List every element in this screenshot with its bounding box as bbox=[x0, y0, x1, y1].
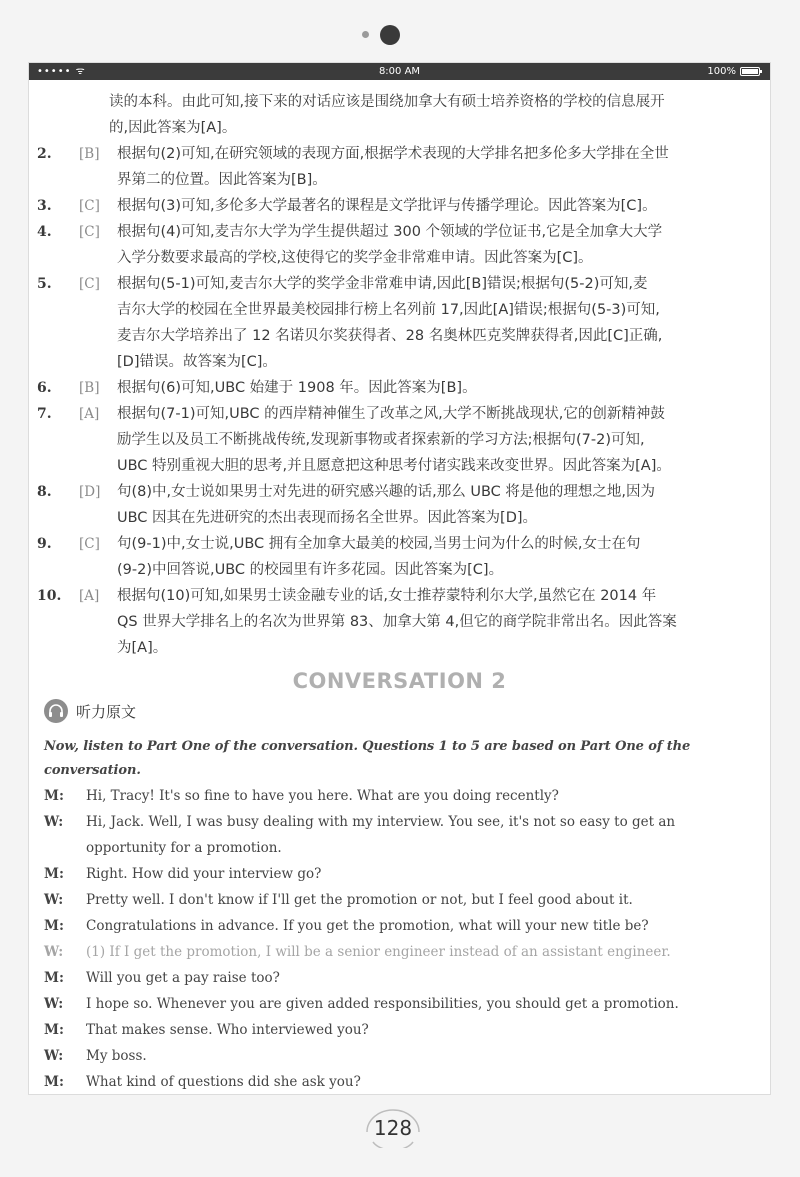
text-line: 界第二的位置。因此答案为[B]。 bbox=[117, 172, 327, 188]
speech-text bbox=[86, 809, 756, 861]
text-line: 入学分数要求最高的学校,这使得它的奖学金非常难申请。因此答案为[C]。 bbox=[117, 250, 593, 266]
dialogue-line bbox=[29, 939, 770, 965]
speech-text bbox=[86, 783, 756, 809]
answer-letter: [B] bbox=[79, 146, 100, 162]
battery-label: 100% bbox=[707, 66, 736, 77]
speaker-label: M: bbox=[44, 788, 64, 804]
text-line: 根据句(5-1)可知,麦吉尔大学的奖学金非常难申请,因此[B]错误;根据句(5-2)可知,麦 bbox=[117, 276, 648, 292]
dialogue-line bbox=[29, 861, 770, 887]
text-line: 的,因此答案为[A]。 bbox=[109, 120, 237, 136]
answer-item bbox=[29, 141, 770, 193]
text-line: 句(9-1)中,女士说,UBC 拥有全加拿大最美的校园,当男士问为什么的时候,女士在句 bbox=[117, 536, 641, 552]
section-heading bbox=[44, 699, 770, 723]
answer-explanation bbox=[117, 271, 762, 375]
answer-item bbox=[29, 401, 770, 479]
speech-text bbox=[86, 887, 756, 913]
answer-section bbox=[29, 80, 770, 661]
status-time: 8:00 AM bbox=[378, 66, 421, 77]
text-line: [D]错误。故答案为[C]。 bbox=[117, 354, 277, 370]
answers-list bbox=[29, 141, 770, 661]
speaker-label: W: bbox=[44, 814, 64, 830]
answer-number: 5. bbox=[37, 276, 52, 292]
answer-item bbox=[29, 531, 770, 583]
text-line: (1) If I get the promotion, I will be a senior engineer instead of an assistant engineer. bbox=[86, 944, 671, 960]
signal-indicator: ••••• ᯤ bbox=[37, 66, 86, 77]
answer-number: 4. bbox=[37, 224, 52, 240]
answer-letter: [C] bbox=[79, 224, 100, 240]
text-line: 为[A]。 bbox=[117, 640, 168, 656]
text-line: 读的本科。由此可知,接下来的对话应该是围绕加拿大有硕士培养资格的学校的信息展开 bbox=[109, 94, 665, 110]
text-line: Pretty well. I don't know if I'll get the promotion or not, but I feel good about it. bbox=[86, 892, 633, 908]
text-line: (9-2)中回答说,UBC 的校园里有许多花园。因此答案为[C]。 bbox=[117, 562, 504, 578]
speech-text bbox=[86, 991, 756, 1017]
answer-letter: [C] bbox=[79, 198, 100, 214]
answer-number: 8. bbox=[37, 484, 52, 500]
answer-explanation bbox=[117, 219, 762, 271]
speaker-label: W: bbox=[44, 996, 64, 1012]
answer-letter: [B] bbox=[79, 380, 100, 396]
answer-explanation bbox=[117, 401, 762, 479]
text-line: QS 世界大学排名上的名次为世界第 83、加拿大第 4,但它的商学院非常出名。因此答案 bbox=[117, 614, 677, 630]
text-line: 励学生以及员工不断挑战传统,发现新事物或者探索新的学习方法;根据句(7-2)可知, bbox=[117, 432, 645, 448]
text-line: Will you get a pay raise too? bbox=[86, 970, 280, 986]
speaker-label: M: bbox=[44, 918, 64, 934]
answer-continued bbox=[109, 89, 754, 141]
answer-item bbox=[29, 219, 770, 271]
speaker-label: M: bbox=[44, 970, 64, 986]
answer-explanation bbox=[117, 479, 762, 531]
speaker-label: M: bbox=[44, 1074, 64, 1090]
text-line: 根据句(2)可知,在研究领域的表现方面,根据学术表现的大学排名把多伦多大学排在全世 bbox=[117, 146, 669, 162]
headphones-icon bbox=[44, 699, 68, 723]
battery-indicator bbox=[707, 63, 760, 80]
speaker-label: M: bbox=[44, 1022, 64, 1038]
answer-item bbox=[29, 375, 770, 401]
speaker-label: W: bbox=[44, 1048, 64, 1064]
answer-explanation bbox=[117, 193, 762, 219]
text-line: Congratulations in advance. If you get the promotion, what will your new title be? bbox=[86, 918, 649, 934]
text-line: 根据句(10)可知,如果男士读金融专业的话,女士推荐蒙特利尔大学,虽然它在 2014 年 bbox=[117, 588, 657, 604]
answer-explanation bbox=[117, 375, 762, 401]
dialogue-line bbox=[29, 887, 770, 913]
answer-item bbox=[29, 583, 770, 661]
screen bbox=[28, 62, 771, 1095]
answer-number: 2. bbox=[37, 146, 52, 162]
text-line: 麦吉尔大学培养出了 12 名诺贝尔奖获得者、28 名奥林匹克奖牌获得者,因此[C]正确, bbox=[117, 328, 663, 344]
speaker-label: W: bbox=[44, 892, 64, 908]
text-line: 根据句(7-1)可知,UBC 的西岸精神催生了改革之风,大学不断挑战现状,它的创新精神鼓 bbox=[117, 406, 665, 422]
dialogue bbox=[29, 783, 770, 1095]
dialogue-line bbox=[29, 1069, 770, 1095]
answer-letter: [A] bbox=[79, 406, 100, 422]
battery-icon bbox=[740, 67, 760, 76]
dialogue-line bbox=[29, 913, 770, 939]
answer-number: 6. bbox=[37, 380, 52, 396]
dialogue-line bbox=[29, 1017, 770, 1043]
dialogue-line bbox=[29, 1043, 770, 1069]
status-bar bbox=[29, 63, 770, 80]
text-line: Hi, Tracy! It's so fine to have you here. What are you doing recently? bbox=[86, 788, 559, 804]
answer-item bbox=[29, 271, 770, 375]
text-line: opportunity for a promotion. bbox=[86, 840, 282, 856]
text-line: 根据句(3)可知,多伦多大学最著名的课程是文学批评与传播学理论。因此答案为[C]。 bbox=[117, 198, 657, 214]
conversation-title: CONVERSATION 2 bbox=[292, 669, 507, 693]
answer-letter: [D] bbox=[79, 484, 101, 500]
text-line: That makes sense. Who interviewed you? bbox=[86, 1022, 369, 1038]
answer-item bbox=[29, 479, 770, 531]
speech-text bbox=[86, 861, 756, 887]
dialogue-line bbox=[29, 809, 770, 861]
answer-explanation bbox=[117, 583, 762, 661]
text-line: 根据句(4)可知,麦吉尔大学为学生提供超过 300 个领域的学位证书,它是全加拿大大学 bbox=[117, 224, 663, 240]
page-number: 128 bbox=[373, 1116, 413, 1140]
dialogue-line bbox=[29, 783, 770, 809]
answer-letter: [A] bbox=[79, 588, 100, 604]
answer-number: 3. bbox=[37, 198, 52, 214]
speech-text bbox=[86, 1069, 756, 1095]
dialogue-line bbox=[29, 991, 770, 1017]
answer-number: 10. bbox=[37, 588, 62, 604]
answer-letter: [C] bbox=[79, 536, 100, 552]
answer-letter: [C] bbox=[79, 276, 100, 292]
speaker-label: W: bbox=[44, 944, 64, 960]
text-line: My boss. bbox=[86, 1048, 147, 1064]
answer-explanation bbox=[117, 141, 762, 193]
answer-number: 7. bbox=[37, 406, 52, 422]
dialogue-line bbox=[29, 965, 770, 991]
camera-icon bbox=[380, 25, 400, 45]
speech-text bbox=[86, 1043, 756, 1069]
speech-text bbox=[86, 939, 756, 965]
page-number-badge bbox=[363, 1108, 423, 1148]
sensor-icon bbox=[362, 31, 369, 38]
speaker-label: M: bbox=[44, 866, 64, 882]
answer-explanation bbox=[117, 531, 762, 583]
answer-item bbox=[29, 193, 770, 219]
conversation-intro: Now, listen to Part One of the conversation. Questions 1 to 5 are based on Part One of the conversation. bbox=[44, 739, 691, 778]
text-line: UBC 特别重视大胆的思考,并且愿意把这种思考付诸实践来改变世界。因此答案为[A]。 bbox=[117, 458, 671, 474]
text-line: 根据句(6)可知,UBC 始建于 1908 年。因此答案为[B]。 bbox=[117, 380, 477, 396]
text-line: 句(8)中,女士说如果男士对先进的研究感兴趣的话,那么 UBC 将是他的理想之地,因为 bbox=[117, 484, 656, 500]
section-heading-label: 听力原文 bbox=[76, 702, 137, 721]
speech-text bbox=[86, 913, 756, 939]
answer-number: 9. bbox=[37, 536, 52, 552]
page-content bbox=[29, 80, 770, 1095]
text-line: Hi, Jack. Well, I was busy dealing with my interview. You see, it's not so easy to get an bbox=[86, 814, 676, 830]
speech-text bbox=[86, 965, 756, 991]
text-line: UBC 因其在先进研究的杰出表现而扬名全世界。因此答案为[D]。 bbox=[117, 510, 538, 526]
speech-text bbox=[86, 1017, 756, 1043]
text-line: What kind of questions did she ask you? bbox=[86, 1074, 361, 1090]
text-line: Right. How did your interview go? bbox=[86, 866, 322, 882]
text-line: 吉尔大学的校园在全世界最美校园排行榜上名列前 17,因此[A]错误;根据句(5-3)可知, bbox=[117, 302, 660, 318]
text-line: I hope so. Whenever you are given added responsibilities, you should get a promotion. bbox=[86, 996, 679, 1012]
